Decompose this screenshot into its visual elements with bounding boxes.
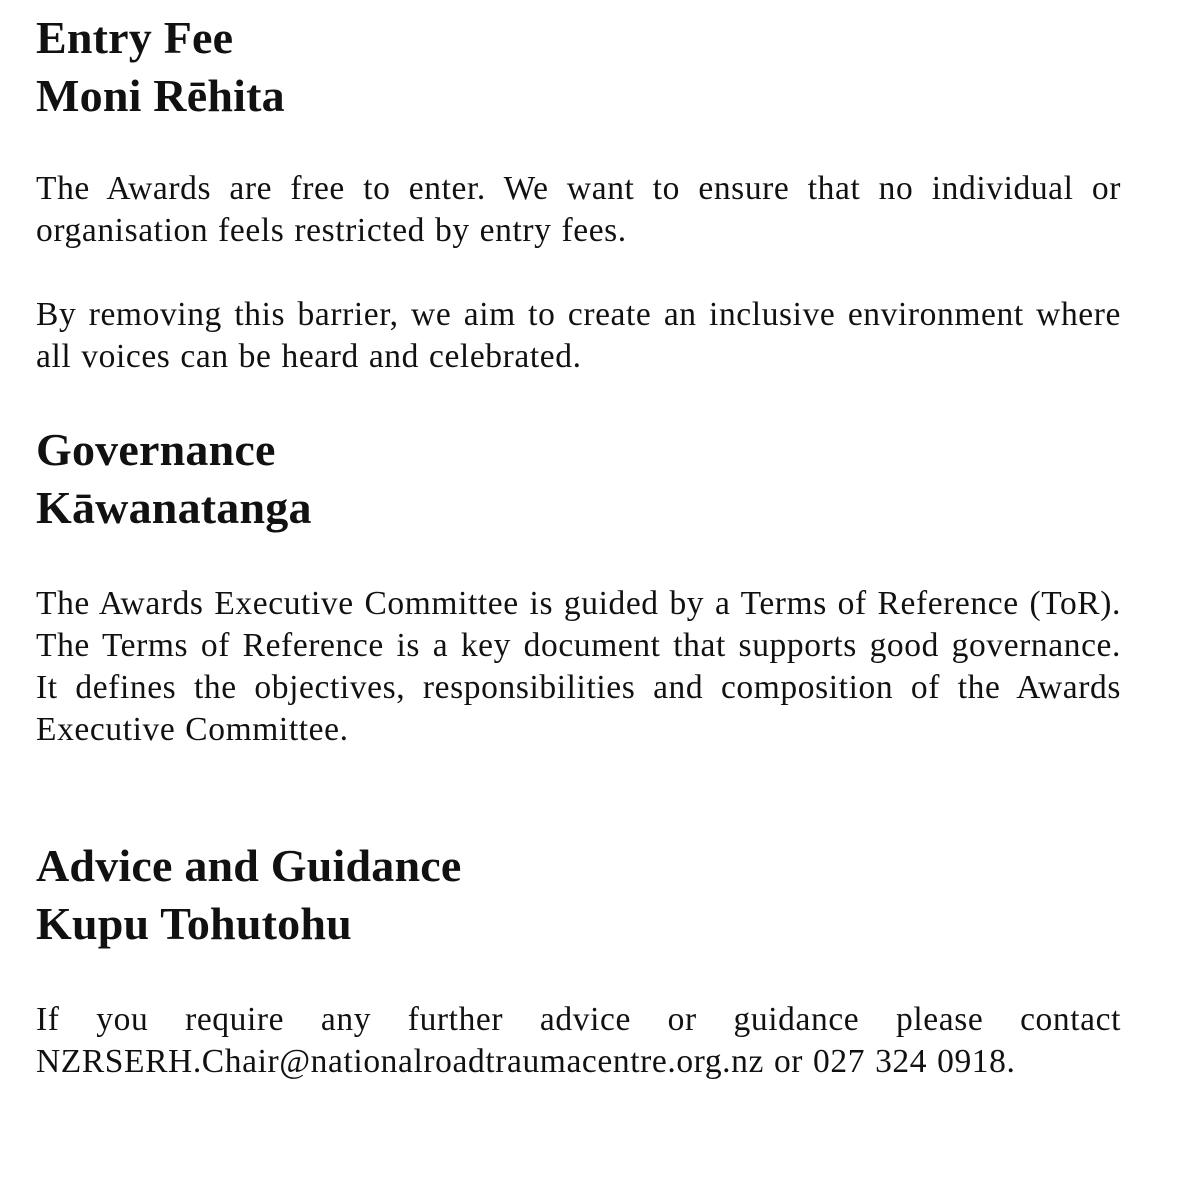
entry-fee-section: [36, 9, 1121, 125]
entry-fee-title-english: Entry Fee: [36, 12, 234, 63]
governance-title-maori: Kāwanatanga: [36, 482, 312, 533]
governance-title-english: Governance: [36, 424, 276, 475]
advice-lead-text: If you require any further advice or guidance please contact: [36, 1001, 1121, 1038]
advice-heading: [36, 837, 1121, 953]
entry-fee-title-maori: Moni Rēhita: [36, 70, 285, 121]
advice-title-maori: Kupu Tohutohu: [36, 898, 352, 949]
governance-heading: [36, 421, 1121, 537]
governance-section: [36, 421, 1121, 537]
entry-fee-paragraph-2: By removing this barrier, we aim to create an inclusive environment where all voices can be heard and celebrated.: [36, 296, 1121, 375]
governance-paragraph: The Awards Executive Committee is guided by a Terms of Reference (ToR). The Terms of Reference is a key document that supports good governance. It defines the objectives, responsibilities and composition of the Awards Executive Committee.: [36, 585, 1121, 748]
advice-section: [36, 837, 1121, 953]
advice-trailing-period: .: [1006, 1043, 1016, 1080]
advice-title-english: Advice and Guidance: [36, 840, 462, 891]
contact-phone-number[interactable]: 027 324 0918: [813, 1043, 1007, 1080]
advice-connector-text: or: [773, 1043, 804, 1080]
entry-fee-heading: [36, 9, 1121, 125]
entry-fee-paragraph-1: The Awards are free to enter. We want to ensure that no individual or organisation feels restricted by entry fees.: [36, 170, 1121, 249]
advice-paragraph: [36, 999, 1121, 1083]
contact-email-link[interactable]: NZRSERH.Chair@nationalroadtraumacentre.org.nz: [36, 1043, 764, 1080]
